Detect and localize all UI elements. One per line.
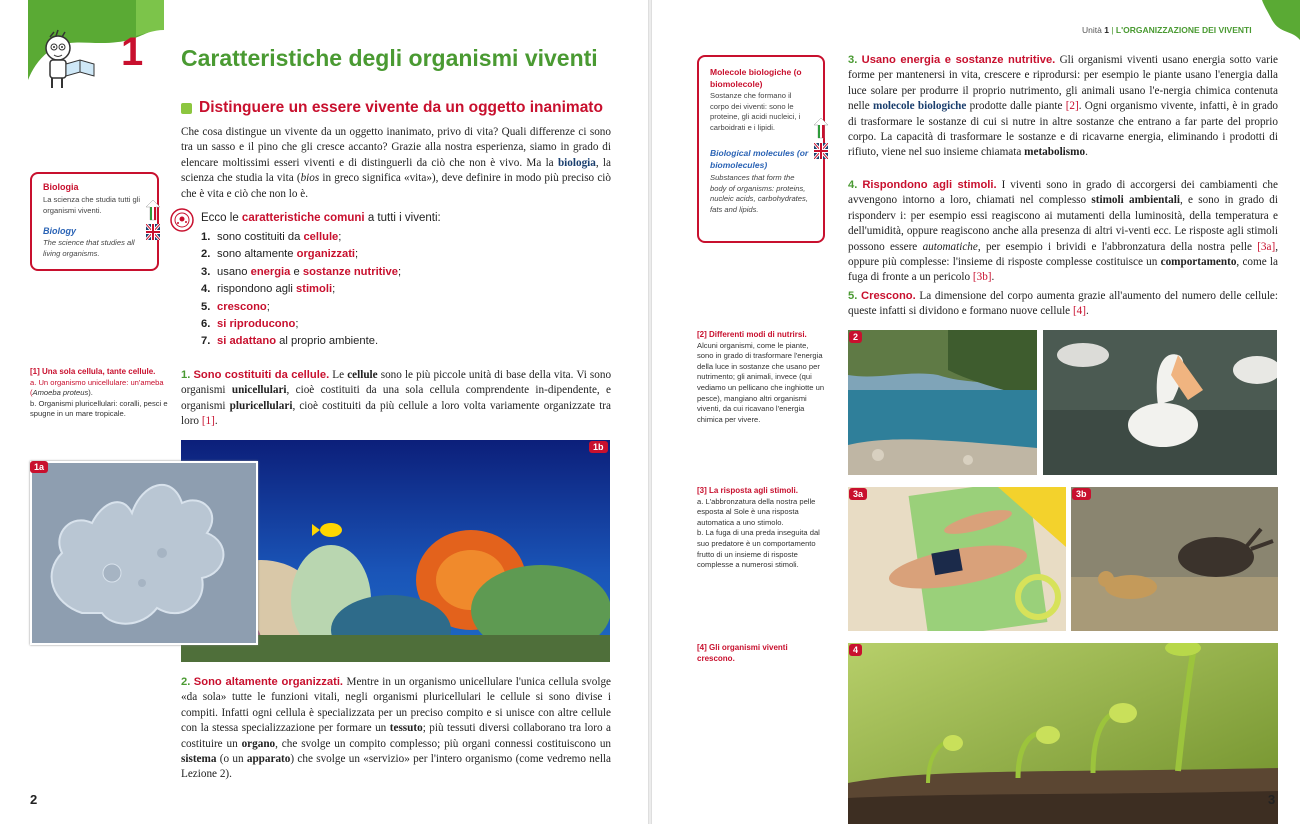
ref-4[interactable]: [4] xyxy=(1072,305,1086,318)
feature-item xyxy=(201,246,401,263)
header-sep: | xyxy=(1111,25,1114,35)
point-4-text-d: , oppure più complesse: l'insieme di risposte complesse costituisce un xyxy=(848,240,1279,269)
point-2-text-a: Mentre in un organismo unicellulare l'unica cellula svolge «da sola» tutte le funzioni vitali, negli organismi pluricellulari le cellule si sono divise i compiti. Infatti ogni cellula è specializzata per un preciso compito e si unisce con altre cellule con la stessa specializzazione per formare un xyxy=(181,676,612,735)
feature-item xyxy=(201,281,401,298)
caption-2-title: [2] Differenti modi di nutrirsi. xyxy=(697,330,807,339)
feature-number: 4. xyxy=(201,283,211,296)
feature-kw: stimoli xyxy=(296,283,333,296)
glossary-it-term-r: Molecole biologiche (o biomolecole) xyxy=(710,67,802,89)
caption-1-b: b. Organismi pluricellulari: coralli, pesci e spugne in un mare tropicale. xyxy=(30,398,168,419)
feature-number: 7. xyxy=(201,335,211,348)
header-unit: Unità xyxy=(1082,25,1102,35)
point-1: 1. Sono costituiti da cellule. Le cellule sono le più piccole unità di base della vita. Vi sono organismi unicellulari, cioè costituiti da una sola cellula comprendente in-dipendente, e organismi pluricellulari, cioè costituiti da più cellule a loro volta variamente organizzate tra loro [1]. xyxy=(181,369,612,428)
point-1-text-c: , cioè costituiti da una sola cellula comprendente in-dipendente, e organismi xyxy=(181,384,611,412)
section-bullet xyxy=(181,103,192,114)
intro-text-2: , la scienza che studia la vita ( xyxy=(181,156,612,185)
point-3-num: 3. xyxy=(848,54,858,66)
ref-1[interactable]: [1] xyxy=(201,415,215,428)
feature-post: ; xyxy=(338,231,342,243)
point-5-text-a: La dimensione del corpo aumenta grazie all'aumento del numero delle cellule: queste infatti si dividono e formano nuove cellule xyxy=(848,290,1279,318)
point-3-text-c: . Ogni organismo vivente, infatti, è in grado di trasformare le sostanze di cui si nutre in altre sostanze che entrano a far parte del proprio corpo. La capacità di trasformare le sostanze e di ricavarne energia, eliminando i prodotti di rifiuto, viene nel suo insieme chiamata xyxy=(848,100,1279,159)
feature-item xyxy=(201,316,401,333)
glossary-en-def-r: Substances that form the body of organisms: proteins, nucleic acids, carbohydrates, fats and lipids. xyxy=(710,173,808,214)
feature-kw2: sostanze nutritive xyxy=(302,265,398,278)
italy-flag-icon xyxy=(146,200,160,213)
caption-1-a: a. Un organismo unicellulare: un'ameba (Amoeba proteus). xyxy=(30,377,164,398)
point-3-head: Usano energia e sostanze nutritive. xyxy=(861,54,1056,66)
point-1-num: 1. xyxy=(181,369,191,381)
glossary-en-term: Biology xyxy=(43,226,76,236)
caption-3 xyxy=(697,486,825,571)
ref-2[interactable]: [2] xyxy=(1065,100,1079,113)
caption-3-a: a. L'abbronzatura della nostra pelle esposta al Sole è una risposta automatica a uno stimolo. xyxy=(697,496,816,527)
tag-1a: 1a xyxy=(30,461,48,473)
intro-bios: bios xyxy=(300,172,320,185)
kw-stimoli-ambientali: stimoli ambientali xyxy=(1091,194,1180,207)
page-number-right: 3 xyxy=(1268,792,1276,807)
feature-kw: si adattano xyxy=(217,335,277,348)
features-intro-b: a tutti i viventi: xyxy=(367,212,441,224)
kw-molecole-biologiche: molecole biologiche xyxy=(873,100,967,113)
feature-number: 3. xyxy=(201,265,211,278)
intro-paragraph xyxy=(181,125,611,202)
header-num: 1 xyxy=(1104,25,1109,35)
feature-kw: energia xyxy=(250,265,291,278)
photo-sunbather xyxy=(848,487,1066,631)
tag-2: 2 xyxy=(849,331,862,343)
caption-2-text: Alcuni organismi, come le piante, sono in grado di trasformare l'energia della luce in sostanze che usano per nutrimento; gli animali, invece (qui vediamo un pellicano che inghiotte un pesce), mangiano altri organismi viventi, da cui ricavano l'energia chimica per vivere. xyxy=(697,340,825,424)
caption-2 xyxy=(697,330,825,425)
point-2-head: Sono altamente organizzati. xyxy=(193,676,344,688)
glossary-it-term: Biologia xyxy=(43,182,79,192)
cell-icon xyxy=(170,208,194,232)
tag-3a: 3a xyxy=(849,488,867,500)
caption-1 xyxy=(30,367,168,420)
point-4-text-a: I viventi sono in grado di accorgersi dei cambiamenti che avvengono intorno a loro, chiamati nel complesso xyxy=(848,179,1278,207)
point-1-head: Sono costituiti da cellule. xyxy=(193,369,330,381)
feature-post: ; xyxy=(266,300,270,313)
running-header xyxy=(1082,25,1252,35)
point-4: 4. Rispondono agli stimoli. I viventi sono in grado di accorgersi dei cambiamenti che avvengono intorno a loro, chiamati nel complesso stimoli ambientali, e sono in grado di risponderv i: per esempio essi reagiscono ai mutamenti della luminosità, della temperatura e dell'umidità, oppure reagiscono anche alla presenza di altri vi-venti ecc. Le risposte agli stimoli possono essere automatiche, per esempio i brividi e l'abbronzatura della nostra pelle [3a], oppure più complesse: l'insieme di risposte complesse costituisce un comportamento, come la fuga di fronte a un pericolo [3b]. xyxy=(848,179,1279,284)
point-3-text-b: prodotte dalle piante xyxy=(969,100,1063,113)
features-list xyxy=(201,229,401,351)
feature-post: ; xyxy=(295,318,299,331)
point-3-text-a: Gli organismi viventi usano energia sotto varie forme per mantenersi in vita, crescere e riprodursi: per esempio le piante usano l'energia dalla luce solare per produrre il proprio nutrimento, gli animali usano l'e-nergia chimica contenuta nelle xyxy=(848,54,1279,113)
point-1-text-d: , cioè costituiti da più cellule a loro volta variamente organizzate tra loro xyxy=(181,399,611,428)
caption-4-title: [4] Gli organismi viventi crescono. xyxy=(697,643,788,663)
section-title: Distinguere un essere vivente da un oggetto inanimato xyxy=(199,99,603,116)
chapter-title: Caratteristiche degli organismi viventi xyxy=(181,45,598,71)
page-number-left: 2 xyxy=(30,792,38,807)
point-2-num: 2. xyxy=(181,676,191,688)
chapter-number: 1 xyxy=(121,30,144,74)
point-5-head: Crescono. xyxy=(861,290,916,302)
photo-pelican xyxy=(1043,330,1277,475)
caption-4 xyxy=(697,643,807,664)
feature-post: ; xyxy=(332,283,336,296)
point-5-num: 5. xyxy=(848,290,858,302)
uk-flag-icon-r xyxy=(814,143,828,156)
right-page xyxy=(652,0,1300,824)
feature-pre: rispondono agli xyxy=(217,283,293,296)
caption-1-title: [1] Una sola cellula, tante cellule. xyxy=(30,367,156,376)
feature-item xyxy=(201,229,401,246)
intro-text-3: in greco significa «vita»), deve definire in modo più preciso ciò che è vita e ciò che non lo è. xyxy=(181,172,611,200)
glossary-en-term-r: Biological molecules (or biomolecules) xyxy=(710,148,809,170)
kw-apparato: apparato xyxy=(246,753,291,766)
kw-cellule: cellule xyxy=(347,369,378,381)
glossary-it-def-r: Sostanze che formano il corpo dei viventi: sono le proteine, gli acidi nucleici, i carboidrati e i lipidi. xyxy=(710,91,801,132)
feature-pre: usano xyxy=(217,265,248,278)
kw-caratteristiche: caratteristiche comuni xyxy=(241,212,365,224)
uk-flag-icon xyxy=(146,224,160,237)
feature-number: 5. xyxy=(201,300,211,313)
point-4-head: Rispondono agli stimoli. xyxy=(862,179,997,191)
header-title: L'ORGANIZZAZIONE DEI VIVENTI xyxy=(1115,25,1252,35)
feature-post: al proprio ambiente. xyxy=(279,335,379,348)
intro-text-1: Che cosa distingue un vivente da un oggetto inanimato, privo di vita? Quali differenze ci sono tra un sasso e il pino che gli cresce accanto? Grazie alla nostra esperienza, siamo in grado di elencare moltissimi esseri viventi e di distinguerli da ciò che non è vivo. Ma la xyxy=(181,126,611,169)
tag-3b: 3b xyxy=(1072,488,1091,500)
kw-sistema: sistema xyxy=(181,753,217,766)
point-1-text-b: sono le più piccole unità di base della vita. Vi sono organismi xyxy=(181,369,612,397)
italy-flag-icon-r xyxy=(814,118,828,131)
kw-unicellulari: unicellulari xyxy=(231,384,287,397)
tag-1b: 1b xyxy=(589,441,608,453)
feature-item xyxy=(201,333,401,350)
feature-kw: crescono xyxy=(217,300,267,313)
photo-sprouts xyxy=(848,643,1278,824)
features-intro xyxy=(201,212,441,224)
feature-number: 2. xyxy=(201,248,211,261)
feature-kw: cellule xyxy=(303,231,339,243)
point-4-text-b: , e sono in grado di risponderv i: per esempio essi reagiscono ai mutamenti della luminosità, della temperatura e dell'umidità, oppure reagiscono anche alla presenza di altri vi-venti ecc. Le risposte agli stimoli possono essere xyxy=(848,194,1279,253)
kw-biologia: biologia xyxy=(557,156,596,169)
caption-3-b: b. La fuga di una preda inseguita dal suo predatore è un comportamento frutto di un insieme di risposte complesse a numerosi stimoli. xyxy=(697,528,820,570)
feature-pre: sono costituiti da xyxy=(217,231,301,243)
left-page xyxy=(0,0,648,824)
photo-predator xyxy=(1071,487,1278,631)
corner-tab xyxy=(1262,0,1300,40)
kw-metabolismo: metabolismo xyxy=(1024,146,1086,159)
point-4-text-e: , come la fuga di fronte a un pericolo xyxy=(848,256,1278,284)
feature-post: ; xyxy=(355,248,359,261)
point-5: 5. Crescono. La dimensione del corpo aumenta grazie all'aumento del numero delle cellule: queste infatti si dividono e formano nuove cellule [4]. xyxy=(848,290,1279,318)
kw-organo: organo xyxy=(241,737,276,750)
point-4-italic: automatiche xyxy=(922,240,978,253)
point-1-text-a: Le xyxy=(332,369,345,381)
feature-number: 6. xyxy=(201,318,211,331)
point-2-text-c: , che svolge un compito complesso; più organi connessi costituiscono un xyxy=(275,737,612,750)
point-2 xyxy=(181,675,611,783)
kw-pluricellulari: pluricellulari xyxy=(229,399,293,412)
feature-post: ; xyxy=(397,265,402,278)
tag-4: 4 xyxy=(849,644,862,656)
photo-lake xyxy=(848,330,1037,475)
glossary-box-biomolecole xyxy=(697,55,825,243)
point-2-text-b: ; più tessuti diversi collaborano tra loro a costituire un xyxy=(181,722,611,750)
kw-comportamento: comportamento xyxy=(1160,256,1237,269)
kw-tessuto: tessuto xyxy=(389,722,423,735)
feature-kw: organizzati xyxy=(296,248,356,261)
ref-3a[interactable]: [3a] xyxy=(1257,240,1276,253)
photo-amoeba xyxy=(30,461,258,645)
point-4-text-c: , per esempio i brividi e l'abbronzatura della nostra pelle xyxy=(977,240,1252,253)
glossary-it-def: La scienza che studia tutti gli organismi viventi. xyxy=(43,195,141,215)
feature-kw: si riproducono xyxy=(217,318,296,331)
point-2-text-e: ) che svolge un «servizio» per l'intero organismo (come vedremo nella Lezione 2). xyxy=(181,753,612,781)
feature-number: 1. xyxy=(201,231,211,243)
point-3: 3. Usano energia e sostanze nutritive. Gli organismi viventi usano energia sotto varie forme per mantenersi in vita, crescere e riprodursi: per esempio le piante usano l'energia dalla luce solare per produrre il proprio nutrimento, gli animali usano l'e-nergia chimica contenuta nelle molecole biologiche prodotte dalle piante [2]. Ogni organismo vivente, infatti, è in grado di trasformare le sostanze di cui si nutre in altre sostanze che entrano a far parte del proprio corpo. La capacità di trasformare le sostanze e di ricavarne energia, eliminando i prodotti di rifiuto, viene nel suo insieme chiamata metabolismo. xyxy=(848,54,1279,159)
feature-item xyxy=(201,299,401,316)
point-4-num: 4. xyxy=(848,179,858,191)
glossary-en-def: The science that studies all living organisms. xyxy=(43,238,135,258)
feature-pre: sono altamente xyxy=(217,248,294,261)
features-intro-a: Ecco le xyxy=(201,212,239,224)
mascot-icon xyxy=(36,28,100,92)
ref-3b[interactable]: [3b] xyxy=(972,271,992,284)
point-2-text-d: (o un xyxy=(219,753,244,766)
caption-3-title: [3] La risposta agli stimoli. xyxy=(697,486,798,495)
glossary-box-biologia xyxy=(30,172,159,271)
feature-item xyxy=(201,264,401,281)
feature-mid: e xyxy=(293,265,300,278)
